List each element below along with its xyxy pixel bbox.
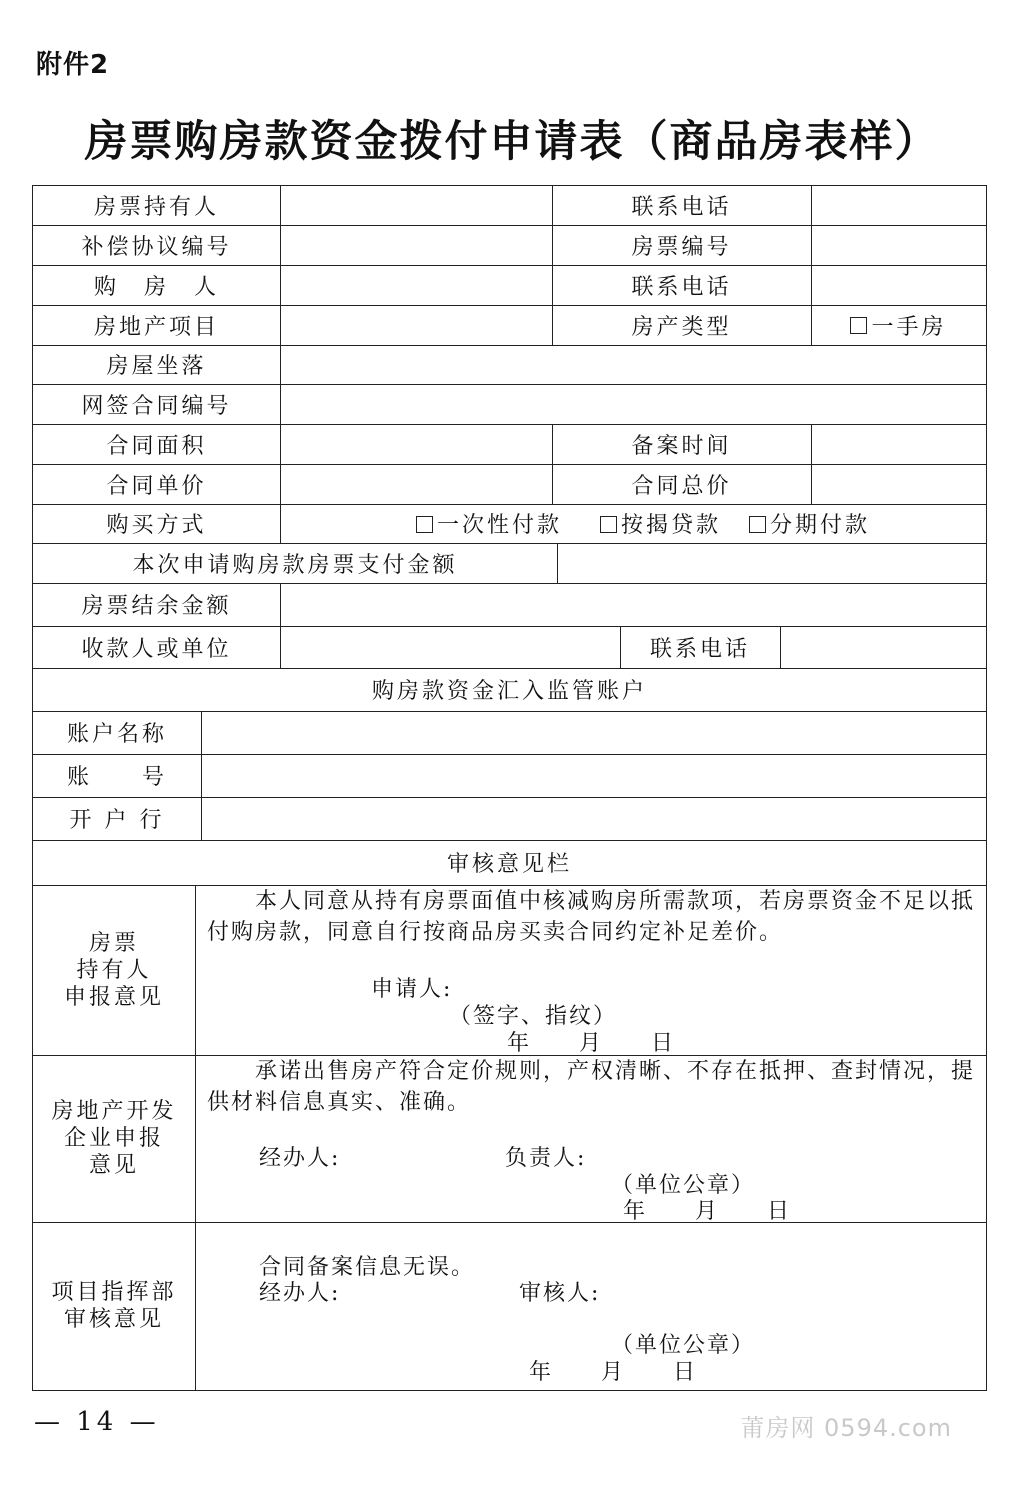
first-hand-checkbox[interactable] xyxy=(811,305,986,345)
holder-opinion-label: 房票 持有人 申报意见 xyxy=(63,930,164,1010)
area-label: 合同面积 xyxy=(106,433,207,459)
checkbox-icon xyxy=(749,516,766,533)
hq-date: 年 月 日 xyxy=(529,1360,698,1385)
attachment-label: 附件2 xyxy=(36,50,110,80)
holder-opinion-text: 本人同意从持有房票面值中核减购房所需款项，若房票资金不足以抵付购房款，同意自行按商品房买卖合同约定补足差价。 xyxy=(207,889,976,945)
buyer-phone-label: 联系电话 xyxy=(631,274,732,300)
holder-label: 房票持有人 xyxy=(93,195,219,220)
holder-phone-field[interactable] xyxy=(811,186,986,225)
hq-handler-label: 经办人: xyxy=(259,1281,341,1306)
buyer-label: 购 房 人 xyxy=(93,274,219,300)
total-price-label: 合同总价 xyxy=(631,473,732,499)
installment-checkbox[interactable]: 分期付款 xyxy=(749,508,870,539)
page-number: — 14 — xyxy=(34,1407,160,1437)
mortgage-checkbox[interactable]: 按揭贷款 xyxy=(600,508,721,539)
checkbox-icon xyxy=(416,516,433,533)
applicant-label: 申请人: xyxy=(371,977,453,1002)
checkbox-icon xyxy=(850,317,867,334)
account-name-label: 账户名称 xyxy=(66,722,167,747)
payee-label: 收款人或单位 xyxy=(81,636,232,662)
account-bank-label: 开 户 行 xyxy=(69,808,165,833)
developer-seal-note: （单位公章） xyxy=(611,1173,756,1198)
application-form xyxy=(32,185,987,1391)
checkbox-icon xyxy=(600,516,617,533)
page-title: 房票购房款资金拨付申请表（商品房表样） xyxy=(84,117,940,167)
hq-seal-note: （单位公章） xyxy=(611,1333,756,1358)
developer-handler-label: 经办人: xyxy=(259,1146,341,1171)
developer-responsible-label: 负责人: xyxy=(505,1146,587,1171)
apply-amount-label: 本次申请购房款房票支付金额 xyxy=(132,552,458,578)
project-label: 房地产项目 xyxy=(93,314,219,340)
unit-price-label: 合同单价 xyxy=(106,473,207,499)
developer-opinion-text: 承诺出售房产符合定价规则，产权清晰、不存在抵押、查封情况，提供材料信息真实、准确。 xyxy=(207,1059,976,1115)
hq-opinion-text: 合同备案信息无误。 xyxy=(259,1255,476,1280)
first-hand-option-label: 一手房 xyxy=(871,314,947,340)
review-section-title: 审核意见栏 xyxy=(446,852,572,877)
balance-label: 房票结余金额 xyxy=(81,594,232,619)
site-watermark: 莆房网 0594.com xyxy=(740,1414,952,1442)
holder-field[interactable] xyxy=(280,186,552,225)
account-number-label: 账 号 xyxy=(66,765,167,790)
payment-options xyxy=(280,504,986,543)
hq-reviewer-label: 审核人: xyxy=(519,1281,601,1306)
hq-opinion-label: 项目指挥部 审核意见 xyxy=(51,1280,177,1332)
holder-date: 年 月 日 xyxy=(507,1031,676,1056)
ticket-no-label: 房票编号 xyxy=(631,234,732,260)
developer-opinion-label: 房地产开发 企业申报 意见 xyxy=(51,1099,177,1178)
developer-date: 年 月 日 xyxy=(623,1199,792,1224)
sign-note: （签字、指纹） xyxy=(449,1004,618,1029)
lump-sum-checkbox[interactable]: 一次性付款 xyxy=(416,508,562,539)
contract-no-label: 网签合同编号 xyxy=(81,393,232,419)
property-type-label: 房产类型 xyxy=(631,314,732,340)
filing-time-label: 备案时间 xyxy=(631,433,732,459)
agreement-no-label: 补偿协议编号 xyxy=(81,234,232,260)
location-label: 房屋坐落 xyxy=(106,354,207,379)
holder-phone-label: 联系电话 xyxy=(631,195,732,220)
payment-method-label: 购买方式 xyxy=(106,513,207,538)
account-section-title: 购房款资金汇入监管账户 xyxy=(371,679,647,704)
payee-phone-label: 联系电话 xyxy=(649,636,750,662)
